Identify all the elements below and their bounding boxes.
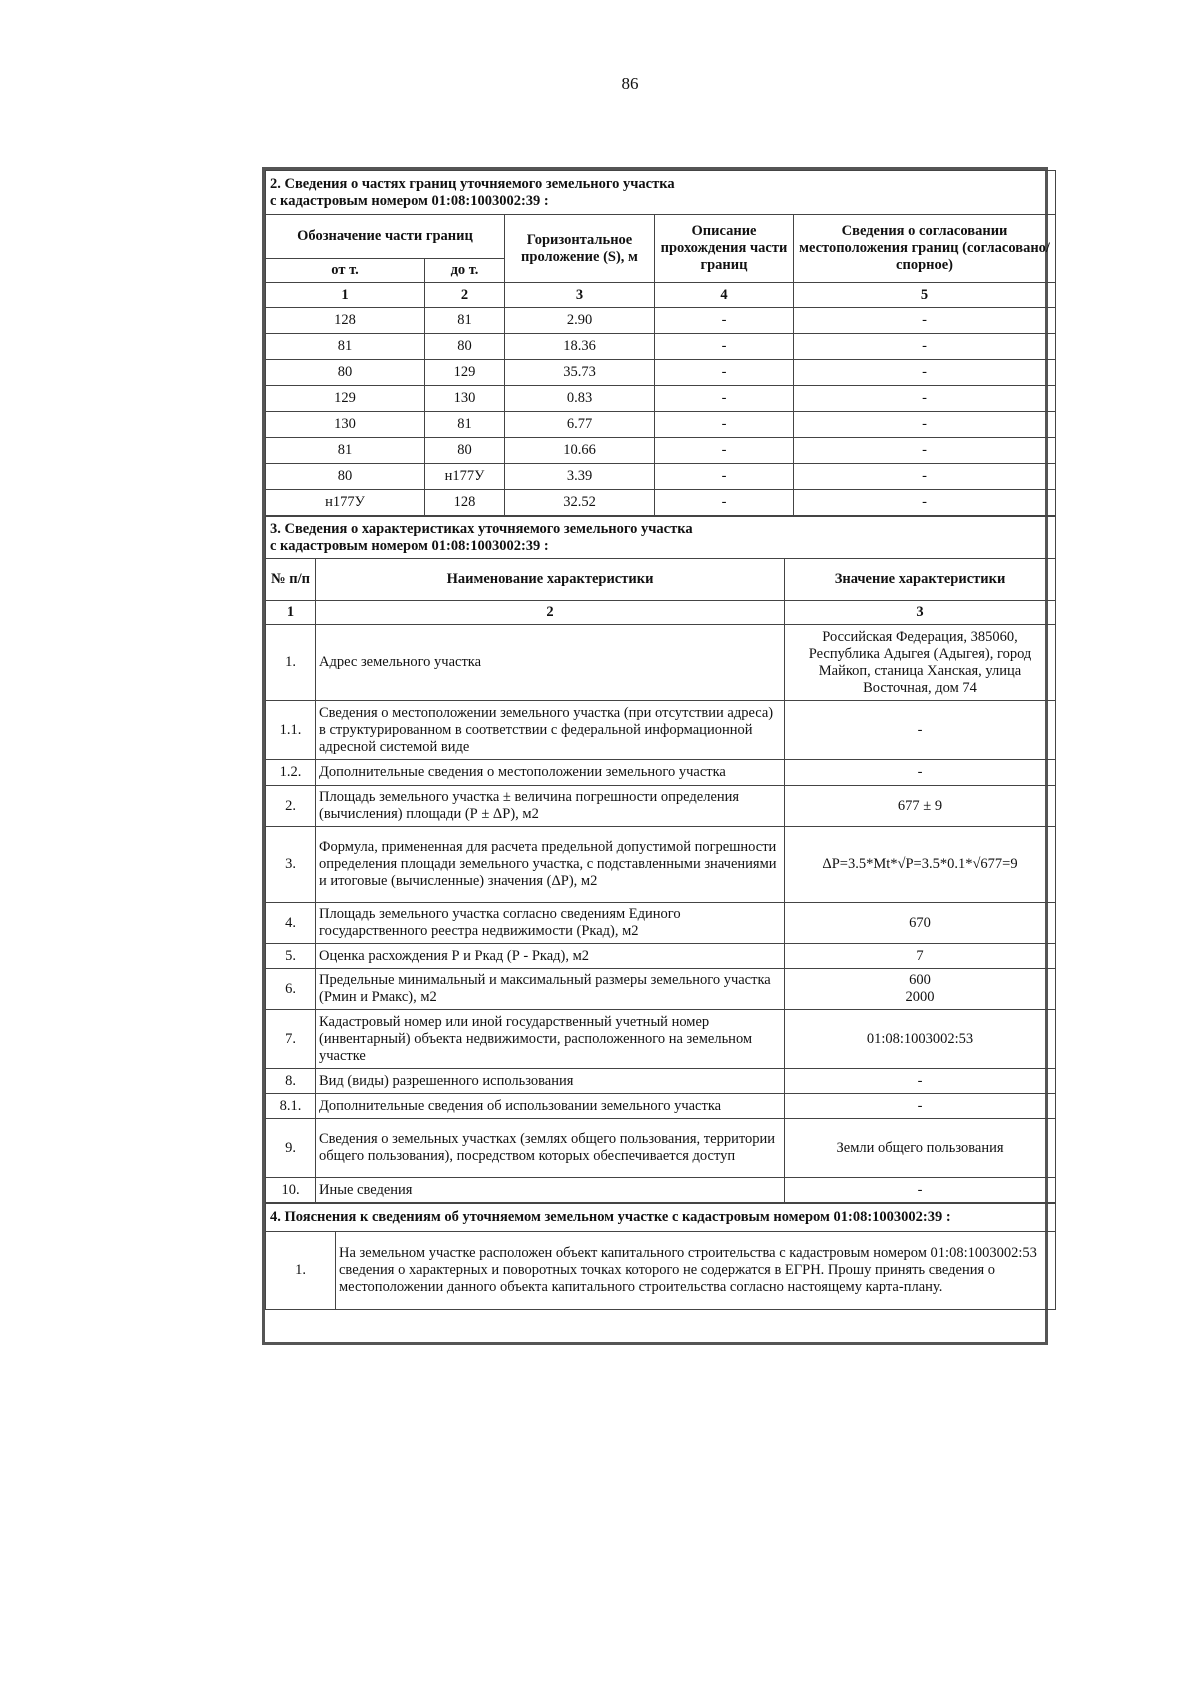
- cell-value-min: 600: [909, 972, 931, 988]
- cell-value: -: [785, 1178, 1056, 1203]
- cell-num: 8.: [266, 1069, 316, 1094]
- cell-length: 6.77: [505, 412, 655, 438]
- cell-length: 0.83: [505, 386, 655, 412]
- cell-description: -: [655, 308, 794, 334]
- section2-title-line2: с кадастровым номером 01:08:1003002:39 :: [270, 192, 549, 209]
- cell-name: Сведения о земельных участках (землях общего пользования, территории общего пользования), посредством которых обеспечивается доступ: [316, 1119, 785, 1178]
- col-number: 2: [316, 601, 785, 625]
- cell-to: н177У: [425, 464, 505, 490]
- cell-agreement: -: [794, 308, 1056, 334]
- cell-description: -: [655, 360, 794, 386]
- cell-length: 3.39: [505, 464, 655, 490]
- cell-length: 2.90: [505, 308, 655, 334]
- cell-num: 1.: [266, 1232, 336, 1310]
- cell-from: 129: [266, 386, 425, 412]
- header-length: Горизонтальное проложение (S), м: [505, 215, 655, 283]
- cell-name: Предельные минимальный и максимальный размеры земельного участка (Рмин и Рмакс), м2: [316, 969, 785, 1010]
- header-part: Обозначение части границ: [266, 215, 505, 259]
- cell-from: 80: [266, 464, 425, 490]
- header-name: Наименование характеристики: [316, 559, 785, 601]
- section3-table: [265, 516, 1056, 1203]
- header-description: Описание прохождения части границ: [655, 215, 794, 283]
- cell-description: -: [655, 386, 794, 412]
- table-row: [266, 308, 1056, 334]
- cell-num: 2.: [266, 786, 316, 827]
- cell-num: 1.: [266, 625, 316, 701]
- cell-to: 81: [425, 308, 505, 334]
- cell-from: н177У: [266, 490, 425, 516]
- table-row: [266, 386, 1056, 412]
- cell-description: -: [655, 438, 794, 464]
- cell-value: 7: [785, 944, 1056, 969]
- table-row: [266, 760, 1056, 786]
- cell-value: 677 ± 9: [785, 786, 1056, 827]
- cell-num: 6.: [266, 969, 316, 1010]
- cell-num: 8.1.: [266, 1094, 316, 1119]
- cell-text: На земельном участке расположен объект капитального строительства с кадастровым номером 01:08:1003002:53 сведения о характерных и поворотных точках которого не содержатся в ЕГРН. Прошу принять сведения о местоположении данного объекта капитального строительства согласно настоящему карта-плану.: [336, 1232, 1056, 1310]
- col-number: 5: [794, 283, 1056, 308]
- cell-agreement: -: [794, 334, 1056, 360]
- table-row: [266, 1119, 1056, 1178]
- cell-value: -: [785, 1094, 1056, 1119]
- cell-to: 129: [425, 360, 505, 386]
- cell-value: 670: [785, 903, 1056, 944]
- table-row: [266, 1069, 1056, 1094]
- cell-to: 130: [425, 386, 505, 412]
- cell-length: 10.66: [505, 438, 655, 464]
- cell-description: -: [655, 334, 794, 360]
- cell-agreement: -: [794, 464, 1056, 490]
- cell-num: 4.: [266, 903, 316, 944]
- cell-to: 128: [425, 490, 505, 516]
- table-row: [266, 1094, 1056, 1119]
- table-row: [266, 334, 1056, 360]
- cell-description: -: [655, 464, 794, 490]
- col-number: 3: [505, 283, 655, 308]
- table-row: [266, 464, 1056, 490]
- cell-value-max: 2000: [905, 989, 935, 1005]
- cell-length: 32.52: [505, 490, 655, 516]
- col-number: 4: [655, 283, 794, 308]
- section2-table: [265, 170, 1056, 516]
- table-row: [266, 360, 1056, 386]
- cell-name: Кадастровый номер или иной государственный учетный номер (инвентарный) объекта недвижимости, расположенного на земельном участке: [316, 1010, 785, 1069]
- table-row: [266, 1010, 1056, 1069]
- cell-num: 1.1.: [266, 701, 316, 760]
- col-number: 1: [266, 601, 316, 625]
- cell-from: 80: [266, 360, 425, 386]
- header-agreement: Сведения о согласовании местоположения границ (согласовано/спорное): [794, 215, 1056, 283]
- cell-name: Формула, примененная для расчета предельной допустимой погрешности определения площади земельного участка, с подставленными значениями и итоговые (вычисленные) значения (ΔР), м2: [316, 827, 785, 903]
- section4-table: [265, 1203, 1056, 1310]
- table-row: [266, 625, 1056, 701]
- table-row: [266, 903, 1056, 944]
- section3-title-line1: 3. Сведения о характеристиках уточняемого земельного участка: [270, 520, 693, 537]
- cell-num: 3.: [266, 827, 316, 903]
- cell-agreement: -: [794, 490, 1056, 516]
- cell-num: 7.: [266, 1010, 316, 1069]
- section3-title-line2: с кадастровым номером 01:08:1003002:39 :: [270, 537, 549, 554]
- cell-value: ΔР=3.5*Mt*√P=3.5*0.1*√677=9: [785, 827, 1056, 903]
- cell-name: Площадь земельного участка согласно сведениям Единого государственного реестра недвижимости (Ркад), м2: [316, 903, 785, 944]
- page-number: 86: [621, 74, 639, 93]
- cell-name: Оценка расхождения Р и Ркад (Р - Ркад), м2: [316, 944, 785, 969]
- cell-value: -: [785, 701, 1056, 760]
- section2-title: [266, 171, 1056, 215]
- cell-name: Вид (виды) разрешенного использования: [316, 1069, 785, 1094]
- cell-value: 01:08:1003002:53: [785, 1010, 1056, 1069]
- header-from: от т.: [266, 259, 425, 283]
- cell-num: 1.2.: [266, 760, 316, 786]
- cell-name: Сведения о местоположении земельного участка (при отсутствии адреса) в структурированном в соответствии с федеральной информационной адресной системой виде: [316, 701, 785, 760]
- cell-num: 10.: [266, 1178, 316, 1203]
- cell-value: -: [785, 760, 1056, 786]
- cell-value: Земли общего пользования: [785, 1119, 1056, 1178]
- cell-name: Адрес земельного участка: [316, 625, 785, 701]
- table-row: [266, 490, 1056, 516]
- cell-agreement: -: [794, 360, 1056, 386]
- cell-from: 128: [266, 308, 425, 334]
- table-row: [266, 786, 1056, 827]
- cell-description: -: [655, 490, 794, 516]
- table-row: [266, 827, 1056, 903]
- cell-length: 18.36: [505, 334, 655, 360]
- cell-description: -: [655, 412, 794, 438]
- cell-to: 80: [425, 334, 505, 360]
- col-number: 2: [425, 283, 505, 308]
- cell-to: 81: [425, 412, 505, 438]
- table-row: [266, 701, 1056, 760]
- cell-agreement: -: [794, 386, 1056, 412]
- cell-value: Российская Федерация, 385060, Республика Адыгея (Адыгея), город Майкоп, станица Ханская, улица Восточная, дом 74: [785, 625, 1056, 701]
- table-row: [266, 1178, 1056, 1203]
- section2-title-line1: 2. Сведения о частях границ уточняемого земельного участка: [270, 175, 675, 192]
- cell-agreement: -: [794, 438, 1056, 464]
- header-value: Значение характеристики: [785, 559, 1056, 601]
- section4-title: 4. Пояснения к сведениям об уточняемом земельном участке с кадастровым номером 01:08:1003002:39 :: [266, 1204, 1056, 1232]
- col-number: 3: [785, 601, 1056, 625]
- section3-title: [266, 517, 1056, 559]
- table-row: [266, 438, 1056, 464]
- table-row: [266, 412, 1056, 438]
- cell-value: -: [785, 1069, 1056, 1094]
- cell-num: 9.: [266, 1119, 316, 1178]
- cell-name: Иные сведения: [316, 1178, 785, 1203]
- header-to: до т.: [425, 259, 505, 283]
- cell-name: Площадь земельного участка ± величина погрешности определения (вычисления) площади (Р ± ΔР), м2: [316, 786, 785, 827]
- cell-from: 81: [266, 334, 425, 360]
- cell-value: [785, 969, 1056, 1010]
- table-row: [266, 969, 1056, 1010]
- cell-name: Дополнительные сведения о местоположении земельного участка: [316, 760, 785, 786]
- cell-to: 80: [425, 438, 505, 464]
- table-row: [266, 1232, 1056, 1310]
- cell-name: Дополнительные сведения об использовании земельного участка: [316, 1094, 785, 1119]
- cell-agreement: -: [794, 412, 1056, 438]
- cell-from: 81: [266, 438, 425, 464]
- cell-num: 5.: [266, 944, 316, 969]
- header-num: № п/п: [266, 559, 316, 601]
- document-frame: [262, 167, 1048, 1345]
- table-row: [266, 944, 1056, 969]
- col-number: 1: [266, 283, 425, 308]
- cell-length: 35.73: [505, 360, 655, 386]
- cell-from: 130: [266, 412, 425, 438]
